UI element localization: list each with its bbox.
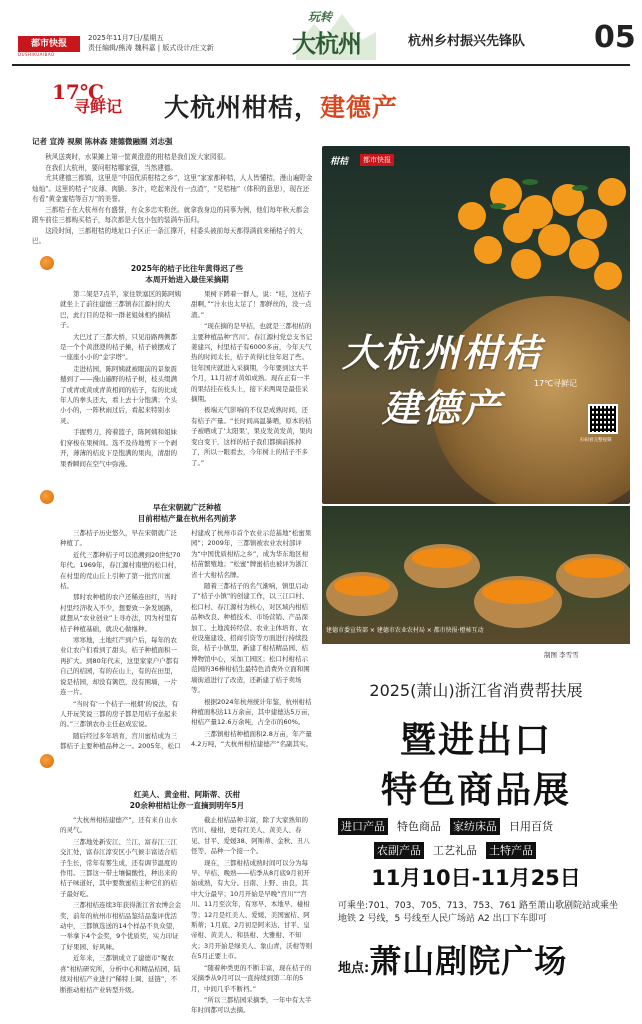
ad-title-line1: 2025(萧山)浙江省消费帮扶展 [369,681,583,700]
orange-ornament-icon [40,490,54,504]
section-heading-line1: 早在宋朝就广泛种植 [152,503,222,512]
qr-code-icon [590,406,616,432]
intro-block [32,152,314,247]
column-logo-num: 17℃ [52,80,104,104]
issue-meta [88,33,214,53]
photo-logo [330,154,450,168]
section-heading [60,264,314,285]
photographer-credit: 制图 李雪雪 [544,651,579,659]
feature-photo [322,146,630,504]
body-paragraph: 极端天气影响的不仅是成熟时间，还有桔子产量。“长时间高温暴晒，原本的桔子被晒成了‘太阳果’，果皮发黄发黄，果肉变白变干，这样的桔子我们都摘前拣掉了，所以一眼看去，今年树上的桔子不多了。” [191,406,313,467]
ad-place-value: 萧山剧院广场 [369,942,568,980]
photo-title-line1: 大杭州柑桔 [342,330,543,375]
header-rule [12,64,630,66]
photo-logo-tag: 都市快报 [360,154,394,166]
column-logo-text: 寻鲜记 [74,97,123,116]
qr-caption: 扫码看完整视频 [580,438,612,443]
intro-paragraph: 三都桔子在大杭州有有盛誉，有众多忠实粉丝。就拿我身边的同事为例，他们每年秋天都会跟车前往三都购买桔子，每次都是大包小包的装满车而归。 [32,205,309,224]
body-paragraph: 三都地处新安江、兰江、富春江三江交汇处，富春江淳安区小气候丰富适合桔子生长，常年有雾生成，还有调节温度的作用。三都这一带土壤偏酸性，种出来的桔子味道好，其中要数蜜桔主种它们的桔子最好吃。 [60,837,177,898]
body-paragraph: 随着三都桔子的名气渐响，镇里启动了“桔子小镇”的创建工作，以三江口村、松口村、春江源村为核心，对区域内柑桔品种改良、种植技术、市场营销、产品深加工、土地流转经营、农业主体培育、农业设施建设、招商引资等方面进行持续投资，桔子小镇里，新建了柑桔精品园、桔博物馆中心，采加工园区；松口村柑桔示范园的36棒柑桔生最特色消费外立面和围墙街道进行了改造，还新建了桔子卖场等。 [191,582,310,695]
section-heading-line1: 红美人、黄金柑、阿斯蒂、沃柑 [133,790,241,799]
newspaper-logo: 都市快报 [18,36,80,52]
body-paragraph: 随后经过多年培育，宫川蜜桔成为三都桔子主要种植品种之一。2005年，松口村建成了杭州市首个农业示范基地“松蜜果园”；2009年，三都镇被农业农村部评为“中国优质柑桔之乡”，成为华东地区柑桔苗繁殖地；“松蜜”牌蜜桔也被评为浙江省十大柑桔名牌。 [60,529,312,751]
page-header [0,0,642,66]
body-paragraph: “当时有‘一个桔子一根烟’的说法，有人开玩笑说三都的房子都是用桔子垒起来的。”三都镇农办主任赵成宏说。 [60,699,178,729]
section-body [60,289,314,501]
intro-paragraph: 尤其建德三都镇，这里是“中国优质柑桔之乡”，这里“家家都种桔，人人皆懂桔，漫山遍野金灿灿”。这里的桔子“皮薄、肉脆、多汁，吃起来没有一点渣”，“兑桔柚”（体积的意思），现在还有看“黄金蜜桔等百万”的美誉。 [32,174,313,203]
body-paragraph: 走进桔园，陈阿姨就被眼前的景象震撼到了——漫山遍野的桔子树，枝头缀满了或青或黄或青黄相间的桔子，有的比成年人的拳头还大，看上去十分饱满；个头小小的，一阵秋雨过后，看起来特别水灵。 [60,364,177,425]
ad-title-line3: 特色商品展 [380,770,571,811]
bottom-photo [322,506,630,644]
body-paragraph: 那时农种植的农户还稀连田红，当时村里经济收入不少，想要致一条发展路，就想从“农业创业”上寻办法，因为村里有桔子种植基础，就决心做继种。 [60,593,178,633]
body-paragraph: 三都柑桔连续3年获得浙江省农博会金奖，前年的杭州市柑桔品鉴结品鉴评优活动中，三都镇选送的14个样品不负众望，一举拿下4个金奖，9个优质奖，实力印证了好果园、好风味。 [60,901,182,951]
body-paragraph: “所以三都桔园采摘季，一年中有大半年时间都可以去摘。 [191,995,312,1015]
page-headline [164,88,398,124]
intro-paragraph: 秋风送爽时，水果摊上第一筐黄澄澄的柑桔是我们发大家园很。 [45,153,230,161]
ad-tag: 工艺礼品 [430,842,480,859]
brand-top: 玩转 [308,10,333,24]
body-paragraph: 大巴过了三都大桥，只见沿路两侧都是一个个黄澄澄的桔子摊，桔子被摆成了一座座小小的“金字塔”。 [60,332,177,362]
body-paragraph: 根据2024年杭州统计年鉴，杭州柑桔种植面积达11万余亩，其中建德达5万亩，柑桔产量12.6万余吨，占全市的60%。 [191,697,314,727]
body-paragraph: “现在摘的是早桔，也就是三都柑桔的主要种植品种‘宫川’。春江源村党总支书记姜建兴，村里桔子有6000多亩，今年天气热的时间太长，桔子黄得比往年迟了些。往年国庆就进入采摘期，今年要到这大半个月，11月初才黄如成熟。现在正有一半的果结挂在枝头上，接下来两周是最佳采摘期。 [191,322,313,404]
ad-date: 11月10日-11月25日 [371,866,581,890]
editor-credits: 责任编辑/熊涛 魏科嘉 | 版式设计/庄文新 [88,44,214,52]
photo-logo-script: 柑桔 [330,157,349,167]
intro-paragraph: 在我们大杭州，要问柑桔哪家强，当然建德。 [45,163,178,172]
section-brand [292,6,378,60]
headline-part1: 大杭州柑桔， [164,93,321,122]
section-body [60,528,314,788]
qr-code[interactable] [588,404,618,434]
section-heading-line2: 20余种柑桔让你一直摘到明年5月 [129,800,245,810]
issue-date: 2025年11月7日/星期五 [88,34,164,42]
ad-tag: 特色商品 [394,818,444,835]
ad-tag: 日用百货 [506,818,556,835]
ad-tag: 农副产品 [374,842,424,859]
body-paragraph: “随着种类更的不断丰富，现在桔子的采摘季从9月可以一直持续到第二年的5月，中间几乎不断档。” [191,963,312,993]
photo-badge: 17℃寻鲜记 [534,379,578,388]
section-heading-line2: 目前柑桔产量在杭州名列前茅 [137,513,237,523]
section-heading-line2: 本周开始进入最佳采摘期 [145,274,229,284]
body-paragraph: 果树下蹲着一群人，说：“哇，这桔子甜啊，”“汁水也太足了！那鲜丝的，没一点渣。” [191,290,312,319]
newspaper-logo-sub: DUSHIKUAIBAO [18,52,55,57]
ad-address: 可乘坐:701、703、705、713、753、761 路至萧山歌剧院站或乘坐地铁 2 号线，5 号线至人民广场站 A2 出口下车即可 [338,901,618,924]
orange-ornament-icon [40,256,54,270]
column-logo [52,80,136,116]
section-team: 杭州乡村振兴先锋队 [408,34,526,49]
body-paragraph: 三都镇柑桔种植面积2.8万亩，年产量4.2万吨，“大杭州柑桔建德产”名副其实。 [191,729,313,749]
body-paragraph: 寒寒地，土地红产到户后，每年的农业让农户们看到了甜头，桔子种植面积一再扩大。到80年代末，这里家家户户都有自己的桔园，有的在山上，有的在田里，说是桔园，却没有篱笆，没有围墙，一片连一片。 [60,636,179,697]
ad-tags-row2 [374,842,536,859]
ad-title-line2: 暨进出口 [399,720,552,761]
section-heading-line1: 2025年的桔子比往年黄得迟了些 [130,264,244,273]
photo-title [342,322,542,432]
body-paragraph: 截止柑桔品种丰富，除了大家熟知的宫川、椪柑，更有红美人、黄美人、春见、甘平、爱媛38、阿斯蒂、金秋、丑八怪等，品种一个接一个。 [191,816,310,856]
body-paragraph: 近代三都种桔子可以追溯到20世纪70年代。1969年，春江源村南壁的松口村，在村里的荒山丘上引种了第一批宫川蜜桔。 [60,550,181,591]
ad-tag: 家纺床品 [450,818,500,835]
section-heading [60,790,314,811]
intro-paragraph: 这段时间，三都柑桔的地址口子区正一条江撑开，村委头被前每天都得满前来桶桔子的大巴。 [32,226,303,245]
ad-place [338,936,567,982]
body-paragraph: “大杭州柑桔建德产”，还有来自山水的灵气。 [60,816,178,835]
body-paragraph: 近年来，三都镇成立了建德市“聚农喜”柑桔研究所，分析中心和精品桔园，陆续对柑桔产业进行“稀特上调、延链”，不断推动柑桔产业转型升级。 [60,954,181,994]
headline-part2: 建德产 [320,93,399,122]
ad-tag: 土特产品 [486,842,536,859]
page-number: 05 [594,20,636,55]
body-paragraph: 第二架是7点半，家住铁塞区的陈阿姨就坐上了前往建德三都镇春江源村的大巴，此行目的是和一群老姐妹相约摘桔子。 [60,290,182,330]
byline: 记者 宣涛 视频 陈林森 建德微融圈 刘志强 [32,137,173,146]
ad-place-label: 地点: [338,961,370,976]
photo-credit: 建德市委宣传部 × 建德市农业农村局 × 都市快报·橙柿互动 [326,627,484,634]
ad-tags-row1 [338,818,556,835]
advertisement [320,676,632,1024]
photo-title-line2: 建德产 [382,385,503,430]
section-heading [60,503,314,524]
body-paragraph: 手握剪刀，挎着篮子，陈阿姨和姐妹们穿梭在果树间。选不及待地剪下一个剥开，薄薄的桔皮下是饱满的果肉，清甜的果香瞬间在空气中弥漫。 [60,428,177,468]
brand-main: 大杭州 [292,29,361,58]
section-body [60,815,314,1024]
orange-ornament-icon [40,754,54,768]
body-paragraph: 现在，三都柑桔成熟时间可以分为每早、早桔、晚熟——桔季从8月底9月初开始成熟，有大分、日南、上野、由良，其中大分最早；10月开始是早晚“宫川”“宫川、11月至次年，有寒早、本地早、椪柑等；12月是红美人、爱媛、美国蜜桔、阿斯蒂；1月底、2月初是阿米达、甘平、皇帝柑、黄美人、和县柑、大雅柑、不知火；3月开始是绿美人、象山青，沃柑等则在5月正要上市。 [191,858,313,961]
harvest-baskets-illustration [322,506,630,644]
article-body [60,262,314,1024]
body-paragraph: 三都桔子历史悠久，早在宋朝就广泛种植了。 [60,529,177,548]
ad-tag: 进口产品 [338,818,388,835]
